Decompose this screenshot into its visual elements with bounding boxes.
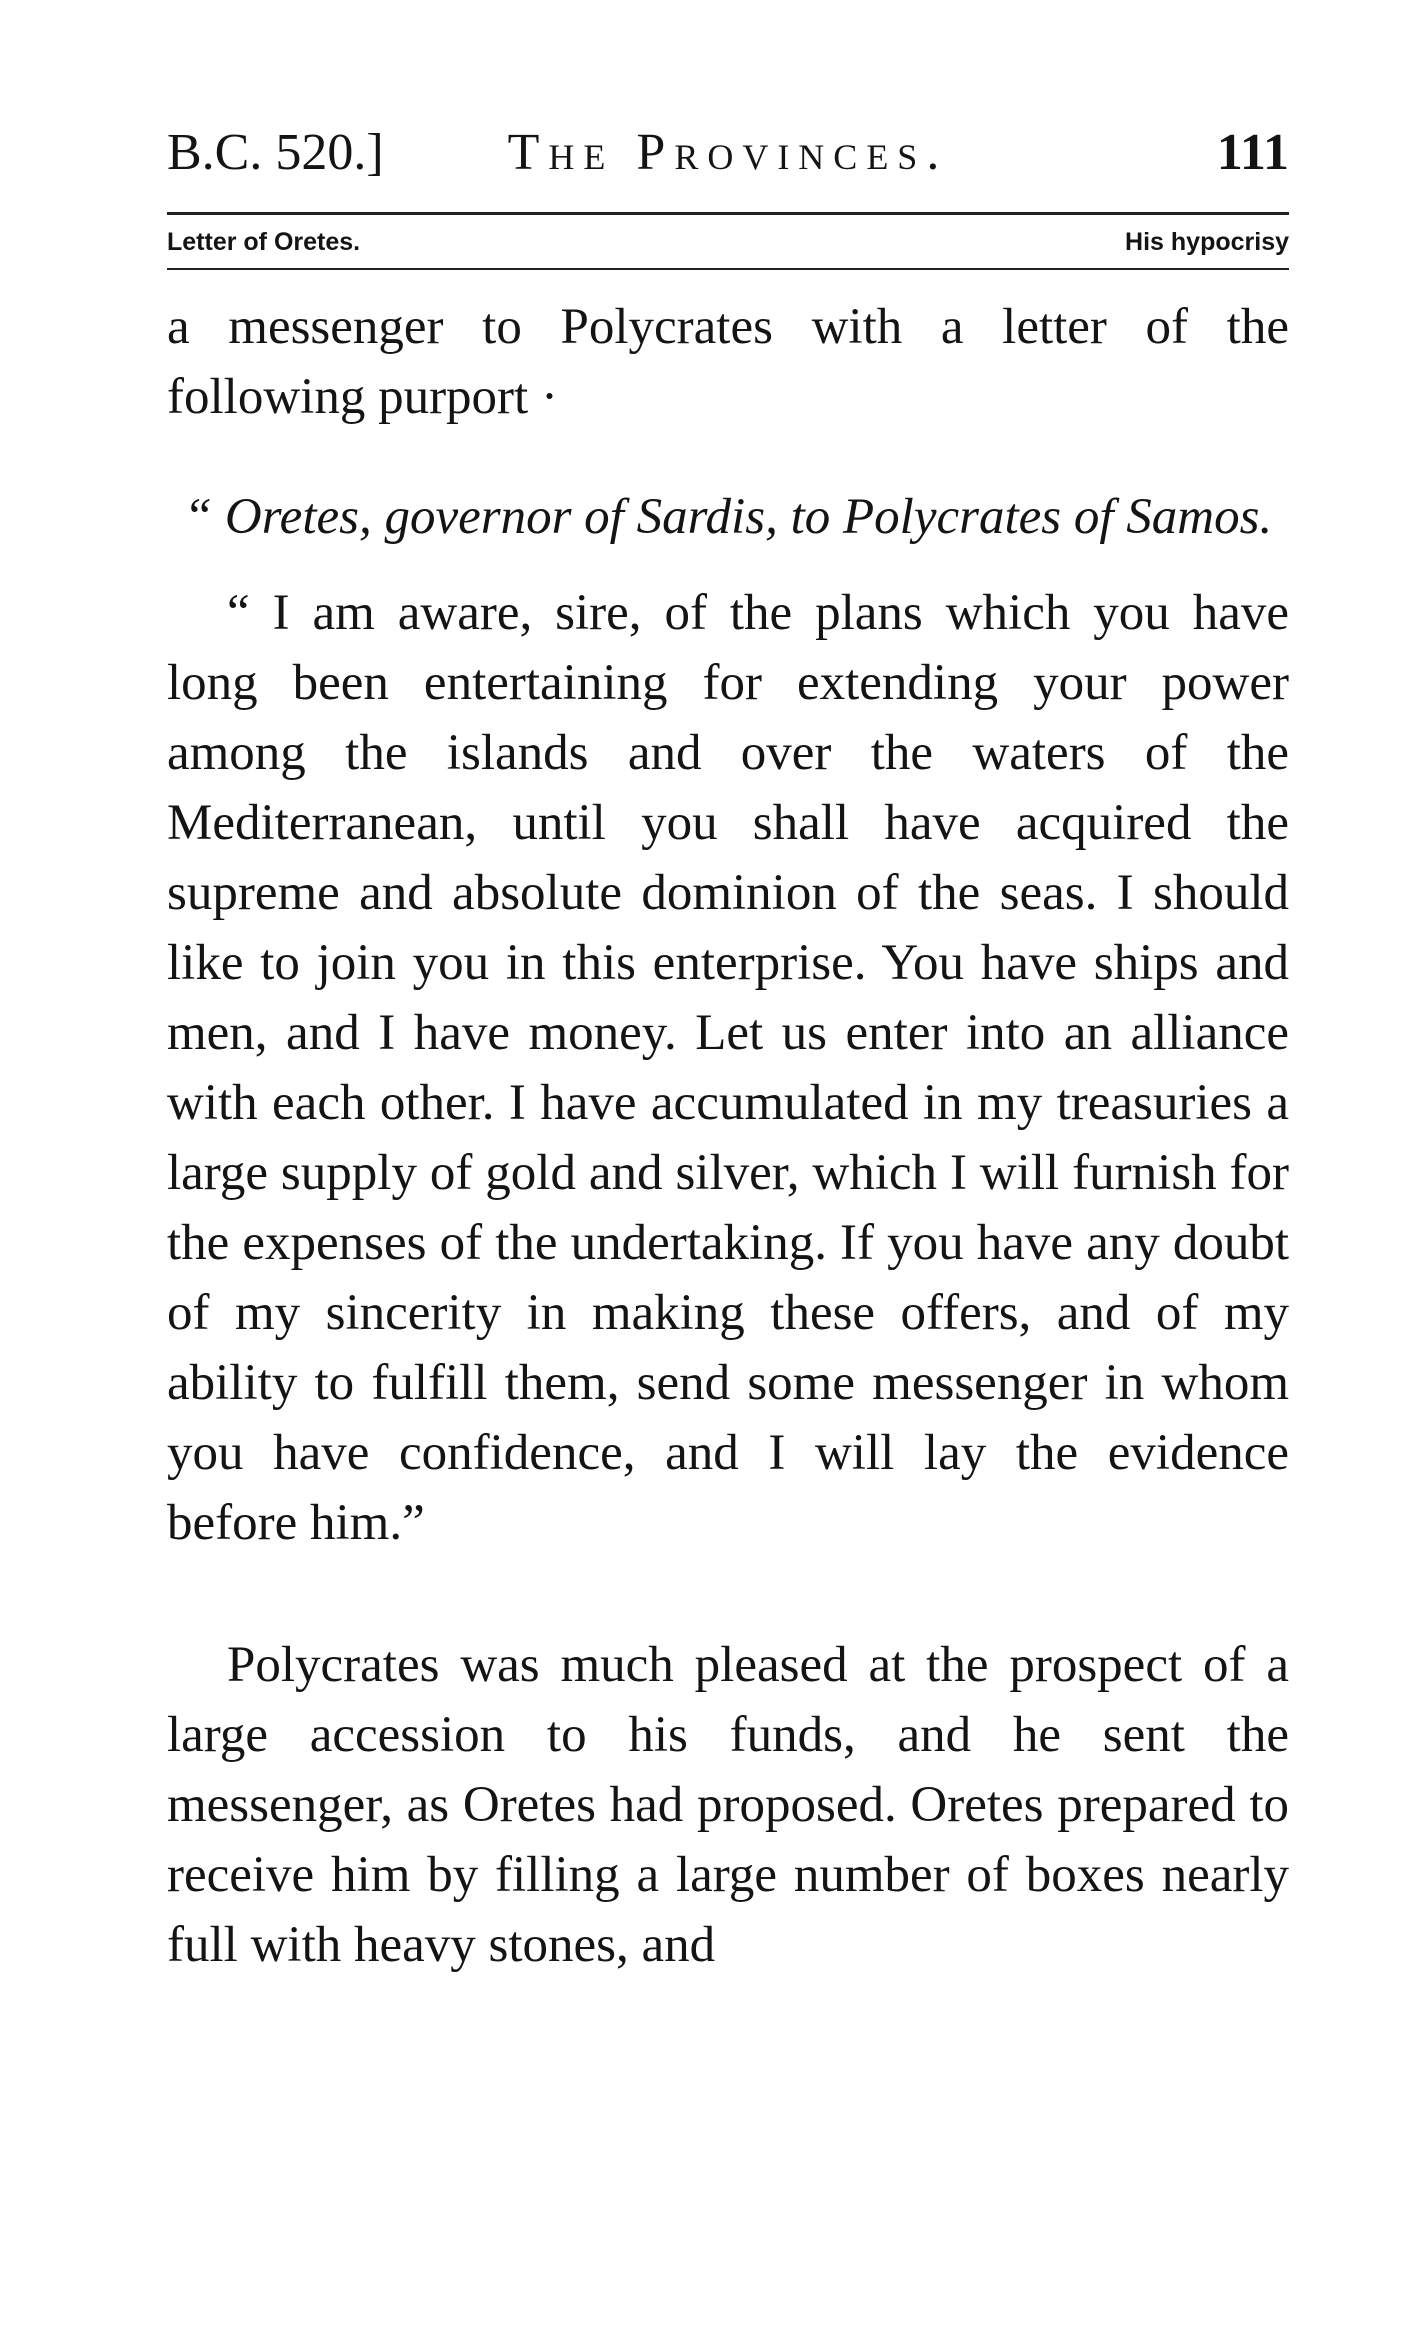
letter-paragraph: “ I am aware, sire, of the plans which you have long been entertaining for extending your power among the islands and over the waters of the Mediterranean, until you shall have acquired the supreme and absolute dominion of the seas. I should like to join you in this enterprise. You have ships and men, and I have money. Let us enter into an alliance with each other. I have accumulated in my treasuries a large supply of gold and silver, which I will furnish for the expenses of the undertaking. If you have any doubt of my sincerity in making these offers, and of my ability to fulfill them, send some messenger in whom you have confidence, and I will lay the evidence before him.”	[167, 585, 1289, 1551]
narrative-paragraph: Polycrates was much pleased at the prospect of a large accession to his funds, and he sent the messenger, as Oretes had proposed. Oretes prepared to receive him by filling a large number of boxes nearly full with heavy stones, and	[167, 1637, 1289, 1973]
header-rule	[167, 212, 1289, 215]
sidenote-left: Letter of Oretes.	[167, 228, 361, 256]
running-head-title: The Provinces.	[507, 124, 949, 181]
sidenote-rule	[167, 268, 1289, 270]
running-head-date: B.C. 520.]	[167, 124, 384, 181]
running-head	[167, 118, 1289, 188]
sidenotes	[167, 222, 1289, 262]
sidenote-right: His hypocrisy	[1125, 228, 1289, 256]
body-text	[167, 292, 1289, 1980]
page-number: 111	[1216, 124, 1289, 181]
letter-addressee: “ Oretes, governor of Sardis, to Polycrates of Samos.	[183, 489, 1273, 545]
intro-paragraph: a messenger to Polycrates with a letter of the following purport ·	[167, 299, 1289, 425]
